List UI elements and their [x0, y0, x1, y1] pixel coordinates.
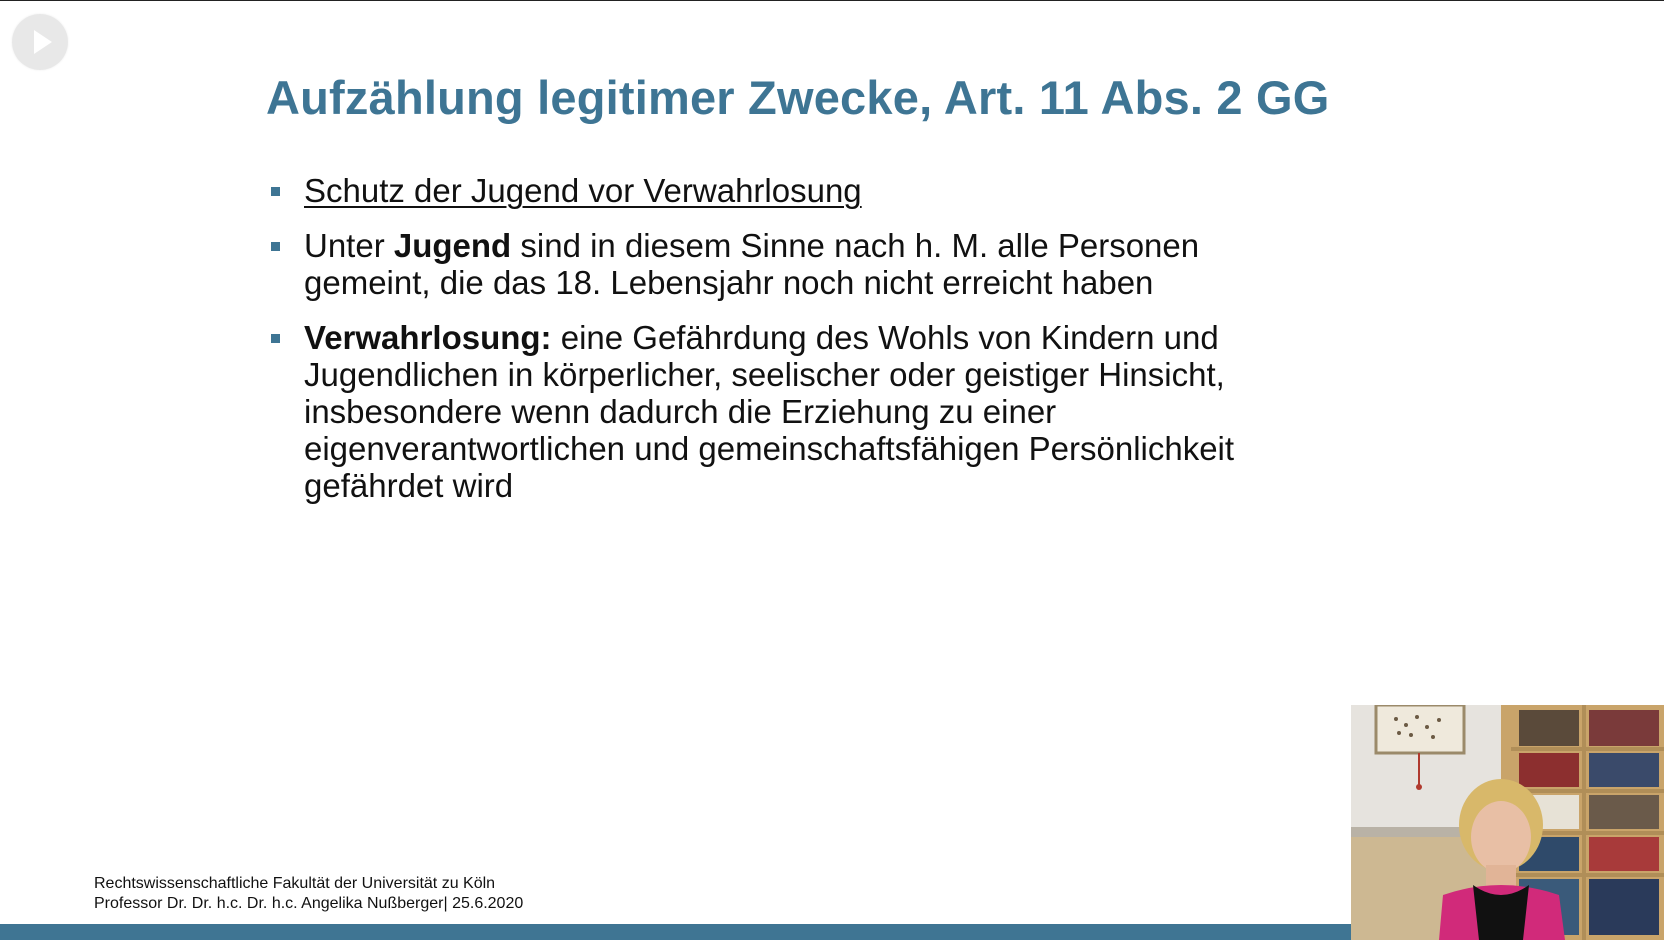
- bullet-marker: [271, 187, 280, 196]
- bullet-term: Jugend: [393, 227, 512, 264]
- play-icon: [34, 30, 52, 54]
- bullet-item-2: [266, 227, 1316, 301]
- bullet-item-1: [266, 172, 1316, 209]
- play-button[interactable]: [12, 14, 68, 70]
- bullet-marker: [271, 334, 280, 343]
- footer-faculty: Rechtswissenschaftliche Fakultät der Universität zu Köln: [94, 875, 496, 892]
- webcam-video-image: [1351, 705, 1664, 940]
- slide-title: Aufzählung legitimer Zwecke, Art. 11 Abs. 2 GG: [266, 71, 1330, 124]
- bullet-text-post: sind in diesem Sinne nach h. M. alle Personen gemeint, die das 18. Lebensjahr noch nicht erreicht haben: [304, 227, 1200, 301]
- bullet-marker: [271, 242, 280, 251]
- bullet-text: Schutz der Jugend vor Verwahrlosung: [304, 172, 862, 209]
- bullet-text-pre: Unter: [304, 227, 394, 264]
- bullet-list: [266, 172, 1316, 522]
- footer-author-date: Professor Dr. Dr. h.c. Dr. h.c. Angelika Nußberger| 25.6.2020: [94, 895, 524, 912]
- bullet-item-3: [266, 319, 1316, 504]
- top-border: [0, 0, 1664, 1]
- bullet-term: Verwahrlosung:: [304, 319, 552, 356]
- webcam-overlay: [1351, 705, 1664, 940]
- bullet-text-post: eine Gefährdung des Wohls von Kindern und Jugendlichen in körperlicher, seelischer oder geistiger Hinsicht, insbesondere wenn dadurch die Erziehung zu einer eigenverantwortlichen und gemeinschaftsfähigen Persönlichkeit gefährdet wird: [304, 319, 1235, 504]
- slide-footer: [94, 874, 523, 914]
